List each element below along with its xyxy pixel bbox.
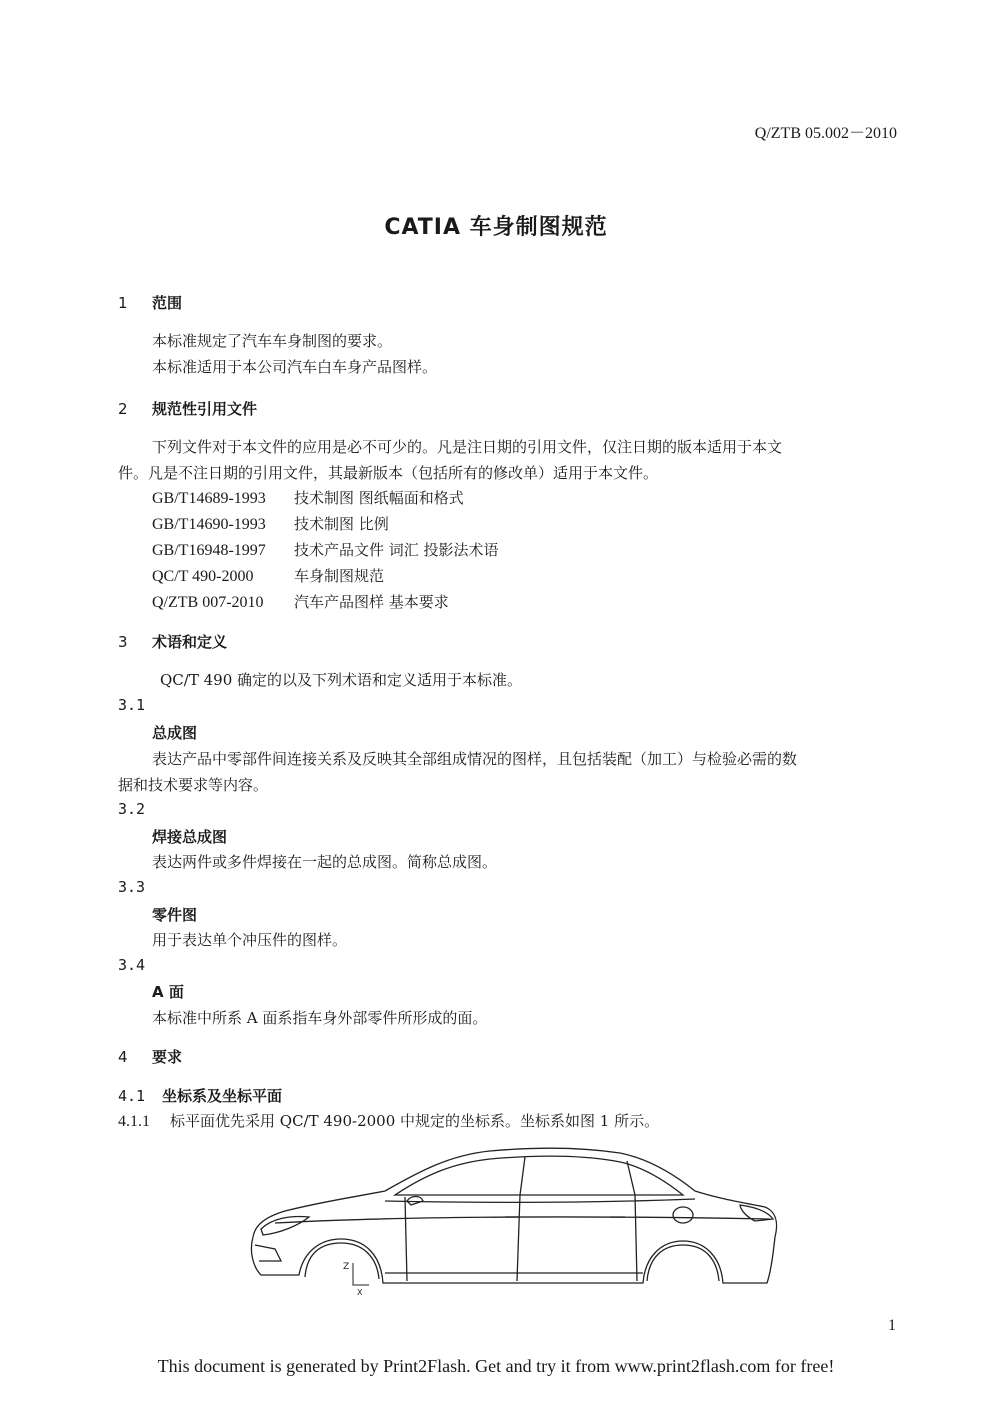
paragraph: 本标准适用于本公司汽车白车身产品图样。 [152,358,438,376]
section-4-heading [118,1046,182,1067]
car-body-figure [235,1145,780,1305]
section-number: 2 [118,400,128,418]
reference-item [152,513,389,534]
car-grille [255,1245,281,1261]
section-number: 1 [118,294,128,312]
reference-code: GB/T16948-1997 [152,542,266,559]
term-name: A 面 [152,983,184,1001]
term-name: 总成图 [152,724,198,742]
section-2-heading [118,398,257,419]
subsection-number: 4.1 [118,1087,146,1105]
subsection-4-1-heading [118,1085,282,1106]
term-definition: 据和技术要求等内容。 [118,776,269,794]
car-a-pillar [405,1197,407,1281]
footer-notice: This document is generated by Print2Flash. Get and try it from www.print2flash.com for free! [157,1356,835,1376]
axis-label-x: X [357,1288,363,1297]
section-number: 4 [118,1048,128,1066]
section-title: 要求 [152,1048,183,1066]
term-number: 3.2 [118,800,146,818]
term-definition: 本标准中所系 A 面系指车身外部零件所形成的面。 [152,1009,488,1027]
section-number: 3 [118,633,128,651]
paragraph: 下列文件对于本文件的应用是必不可少的。凡是注日期的引用文件，仅注日期的版本适用于本文 [152,438,783,456]
document-title: CATIA 车身制图规范 [384,215,608,240]
car-character-line [275,1217,770,1223]
term-definition: 用于表达单个冲压件的图样。 [152,931,348,949]
car-headlamp [261,1217,309,1236]
reference-name: 技术产品文件 词汇 投影法术语 [294,541,499,559]
axis-label-z: Z [343,1262,350,1272]
reference-code: GB/T14690-1993 [152,516,266,533]
car-beltline [385,1199,695,1202]
car-fuel-door [673,1207,693,1223]
reference-name: 车身制图规范 [294,567,385,585]
paragraph: 件。凡是不注日期的引用文件，其最新版本（包括所有的修改单）适用于本文件。 [118,464,659,482]
document-number: Q/ZTB 05.002－2010 [754,125,897,142]
car-window-outline [395,1156,683,1195]
reference-item [152,565,384,586]
car-door-line [627,1161,637,1281]
section-title: 规范性引用文件 [152,400,258,418]
reference-code: GB/T14689-1993 [152,490,266,507]
term-name: 零件图 [152,906,198,924]
reference-code: QC/T 490-2000 [152,568,254,585]
reference-item [152,487,464,508]
reference-name: 汽车产品图样 基本要求 [294,593,449,611]
term-number: 3.4 [118,956,146,974]
clause-number: 4.1.1 [118,1113,150,1130]
term-number: 3.1 [118,696,146,714]
subsection-title: 坐标系及坐标平面 [162,1087,283,1105]
section-title: 术语和定义 [152,633,228,651]
page-number: 1 [888,1317,896,1334]
paragraph: QC/T 490 确定的以及下列术语和定义适用于本标准。 [160,671,523,689]
clause-text: 标平面优先采用 QC/T 490-2000 中规定的坐标系。坐标系如图 1 所示。 [170,1112,660,1130]
section-title: 范围 [152,294,183,312]
reference-item [152,591,449,612]
car-body-outline [251,1148,776,1283]
reference-name: 技术制图 比例 [294,515,389,533]
term-definition: 表达两件或多件焊接在一起的总成图。简称总成图。 [152,853,498,871]
car-mirror [407,1197,423,1206]
reference-name: 技术制图 图纸幅面和格式 [294,489,464,507]
term-definition: 表达产品中零部件间连接关系及反映其全部组成情况的图样，且包括装配（加工）与检验必需的数 [152,750,798,768]
coordinate-axis [353,1263,369,1285]
reference-code: Q/ZTB 007-2010 [152,594,264,611]
term-number: 3.3 [118,878,146,896]
reference-item [152,539,499,560]
term-name: 焊接总成图 [152,828,228,846]
clause-4-1-1 [118,1110,659,1131]
section-1-heading [118,292,182,313]
car-door-line [517,1157,525,1281]
paragraph: 本标准规定了汽车车身制图的要求。 [152,332,393,350]
section-3-heading [118,631,227,652]
